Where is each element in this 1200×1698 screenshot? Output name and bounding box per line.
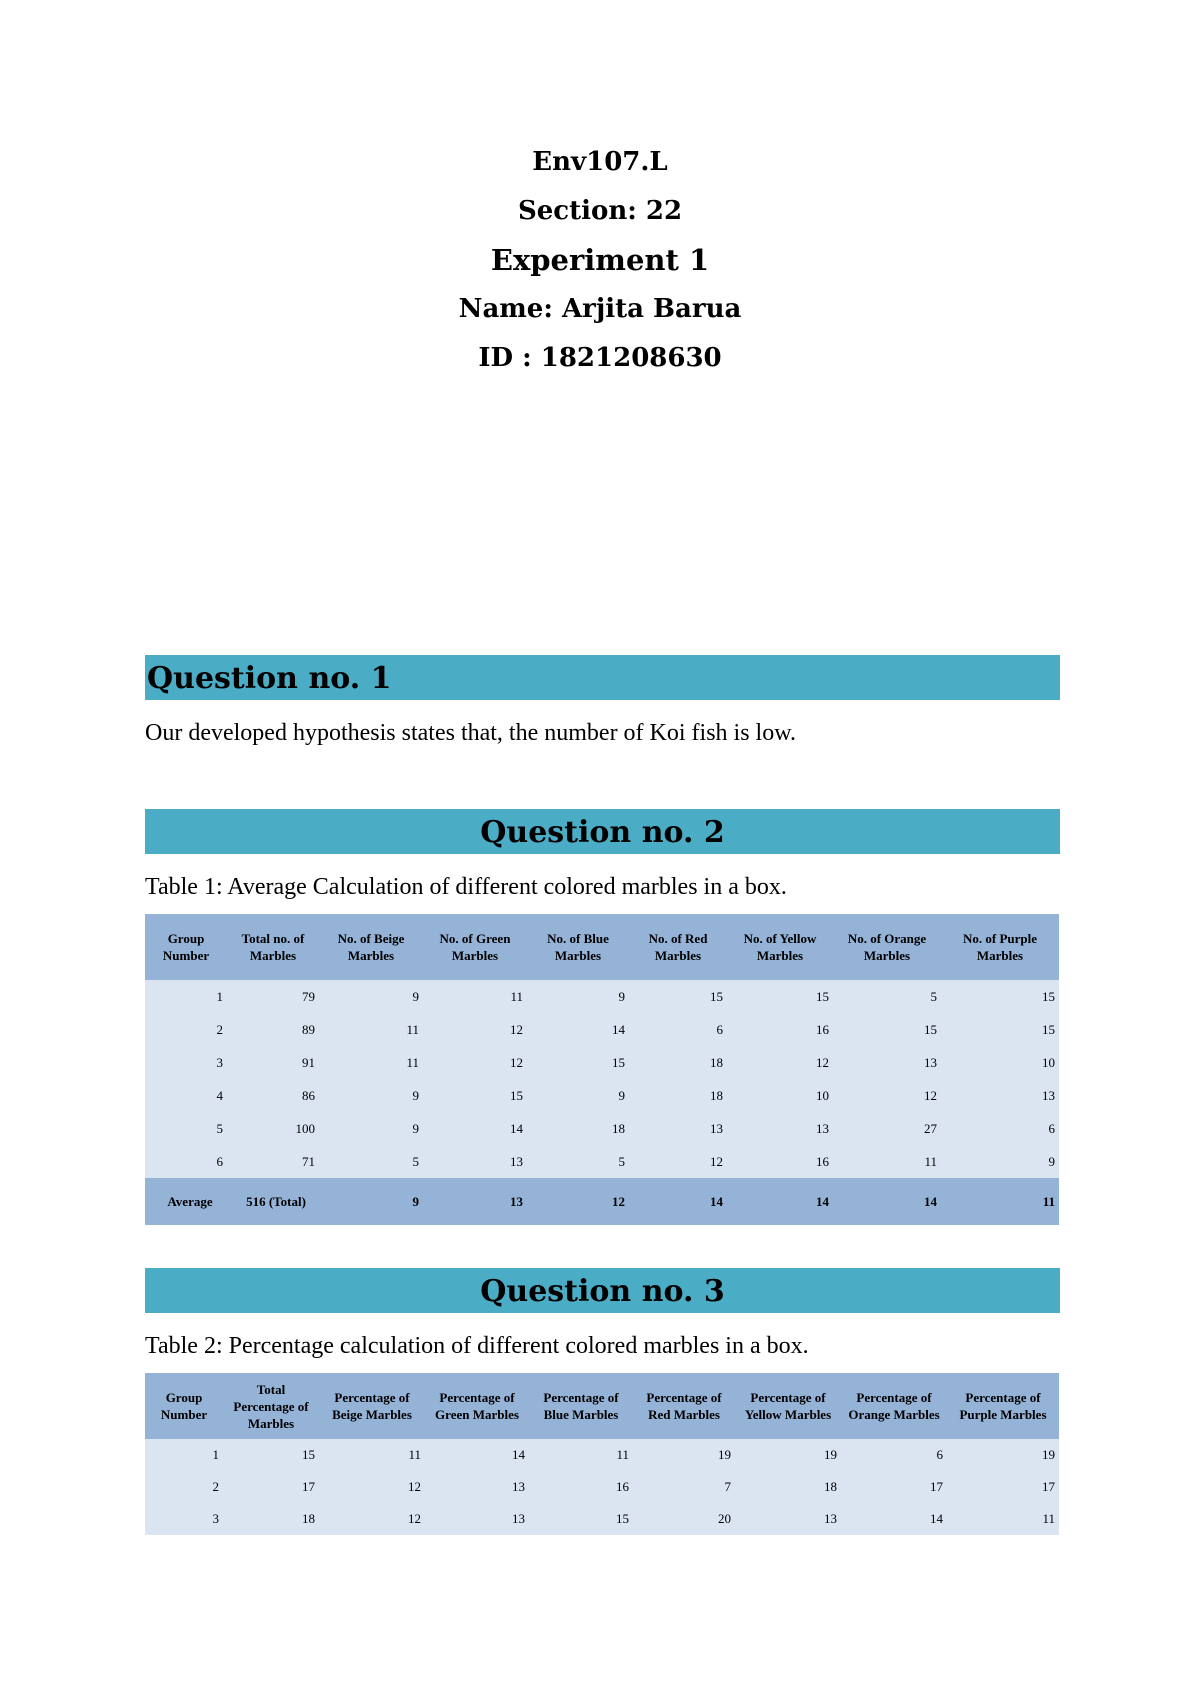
table-cell: 15 [423, 1079, 527, 1112]
experiment-label: Experiment 1 [490, 243, 710, 277]
table-cell: 12 [833, 1079, 941, 1112]
table-cell: 15 [223, 1439, 319, 1471]
table-2-header: Percentage of Green Marbles [425, 1373, 529, 1439]
table-cell: 12 [727, 1046, 833, 1079]
table-cell: 100 [227, 1112, 319, 1145]
table-cell: 1 [145, 980, 227, 1013]
table-cell: Average [145, 1178, 227, 1225]
table-cell: 12 [527, 1178, 629, 1225]
table-cell: 15 [727, 980, 833, 1013]
table-cell: 15 [529, 1503, 633, 1535]
table-1-header: Group Number [145, 914, 227, 980]
table-cell: 17 [841, 1471, 947, 1503]
table-cell: 6 [145, 1145, 227, 1178]
table-2-caption: Table 2: Percentage calculation of different colored marbles in a box. [145, 1333, 809, 1359]
table-cell: 11 [947, 1503, 1059, 1535]
table-1-header: No. of Blue Marbles [527, 914, 629, 980]
table-1-header: No. of Purple Marbles [941, 914, 1059, 980]
table-cell: 13 [425, 1471, 529, 1503]
table-cell: 2 [145, 1013, 227, 1046]
table-1-header: No. of Green Marbles [423, 914, 527, 980]
table-cell: 14 [727, 1178, 833, 1225]
table-cell: 71 [227, 1145, 319, 1178]
table-cell: 15 [527, 1046, 629, 1079]
table-cell: 17 [947, 1471, 1059, 1503]
table-cell: 5 [145, 1112, 227, 1145]
table-cell: 17 [223, 1471, 319, 1503]
table-cell: 13 [735, 1503, 841, 1535]
table-cell: 7 [633, 1471, 735, 1503]
table-cell: 11 [941, 1178, 1059, 1225]
table-cell: 15 [941, 1013, 1059, 1046]
table-cell: 14 [629, 1178, 727, 1225]
table-cell: 12 [423, 1046, 527, 1079]
table-cell: 14 [425, 1439, 529, 1471]
table-row [145, 1145, 1059, 1178]
table-cell: 16 [727, 1145, 833, 1178]
table-cell: 1 [145, 1439, 223, 1471]
table-cell: 89 [227, 1013, 319, 1046]
table-cell: 9 [319, 1112, 423, 1145]
table-cell: 5 [319, 1145, 423, 1178]
table-cell: 11 [319, 1046, 423, 1079]
table-cell: 9 [527, 1079, 629, 1112]
table-cell: 19 [735, 1439, 841, 1471]
table-cell: 13 [629, 1112, 727, 1145]
table-cell: 9 [941, 1145, 1059, 1178]
table-1-caption: Table 1: Average Calculation of different colored marbles in a box. [145, 874, 787, 900]
table-cell: 86 [227, 1079, 319, 1112]
table-cell: 2 [145, 1471, 223, 1503]
table-cell: 9 [319, 1079, 423, 1112]
table-1-header: No. of Beige Marbles [319, 914, 423, 980]
table-row [145, 1439, 1059, 1471]
table-cell: 12 [319, 1503, 425, 1535]
table-average-row [145, 1178, 1059, 1225]
table-1-header: Total no. of Marbles [227, 914, 319, 980]
table-cell: 10 [727, 1079, 833, 1112]
table-1-header: No. of Yellow Marbles [727, 914, 833, 980]
table-cell: 11 [529, 1439, 633, 1471]
table-cell: 516 (Total) [227, 1178, 319, 1225]
table-cell: 27 [833, 1112, 941, 1145]
table-cell: 11 [833, 1145, 941, 1178]
table-cell: 3 [145, 1046, 227, 1079]
table-cell: 14 [527, 1013, 629, 1046]
table-cell: 19 [633, 1439, 735, 1471]
table-cell: 18 [527, 1112, 629, 1145]
table-cell: 18 [629, 1046, 727, 1079]
table-cell: 14 [423, 1112, 527, 1145]
table-cell: 13 [423, 1178, 527, 1225]
table-cell: 79 [227, 980, 319, 1013]
table-row [145, 1112, 1059, 1145]
section-label: Section: 22 [517, 196, 683, 226]
table-cell: 11 [319, 1439, 425, 1471]
table-cell: 14 [841, 1503, 947, 1535]
student-id: ID : 1821208630 [478, 343, 722, 373]
title-block [0, 138, 1200, 383]
table-cell: 18 [735, 1471, 841, 1503]
table-cell: 4 [145, 1079, 227, 1112]
table-cell: 91 [227, 1046, 319, 1079]
table-2-header: Percentage of Beige Marbles [319, 1373, 425, 1439]
table-cell: 14 [833, 1178, 941, 1225]
question-2-heading: Question no. 2 [145, 809, 1060, 854]
table-cell: 9 [319, 980, 423, 1013]
table-cell: 11 [319, 1013, 423, 1046]
table-row [145, 1046, 1059, 1079]
table-2-header-row [145, 1373, 1059, 1439]
table-1-header: No. of Orange Marbles [833, 914, 941, 980]
table-cell: 18 [629, 1079, 727, 1112]
table-cell: 9 [527, 980, 629, 1013]
table-row [145, 1503, 1059, 1535]
table-cell: 12 [423, 1013, 527, 1046]
table-2-header: Percentage of Purple Marbles [947, 1373, 1059, 1439]
table-cell: 3 [145, 1503, 223, 1535]
table-row [145, 1013, 1059, 1046]
table-cell: 13 [941, 1079, 1059, 1112]
student-name: Name: Arjita Barua [458, 294, 742, 324]
table-cell: 6 [841, 1439, 947, 1471]
table-row [145, 980, 1059, 1013]
table-1 [145, 914, 1059, 1225]
table-1-header-row [145, 914, 1059, 980]
table-2-header: Percentage of Orange Marbles [841, 1373, 947, 1439]
table-1-header: No. of Red Marbles [629, 914, 727, 980]
table-cell: 18 [223, 1503, 319, 1535]
table-cell: 16 [727, 1013, 833, 1046]
course-code: Env107.L [532, 147, 668, 177]
table-cell: 5 [527, 1145, 629, 1178]
table-cell: 13 [425, 1503, 529, 1535]
table-cell: 11 [423, 980, 527, 1013]
question-1-heading: Question no. 1 [145, 655, 1060, 700]
table-cell: 13 [833, 1046, 941, 1079]
table-cell: 6 [941, 1112, 1059, 1145]
table-2-header: Total Percentage of Marbles [223, 1373, 319, 1439]
question-1-answer: Our developed hypothesis states that, the number of Koi fish is low. [145, 720, 796, 746]
table-2 [145, 1373, 1059, 1535]
table-2-header: Percentage of Blue Marbles [529, 1373, 633, 1439]
table-cell: 9 [319, 1178, 423, 1225]
table-cell: 19 [947, 1439, 1059, 1471]
table-cell: 13 [727, 1112, 833, 1145]
table-2-header: Percentage of Red Marbles [633, 1373, 735, 1439]
table-cell: 5 [833, 980, 941, 1013]
table-2-header: Percentage of Yellow Marbles [735, 1373, 841, 1439]
question-3-heading: Question no. 3 [145, 1268, 1060, 1313]
table-row [145, 1471, 1059, 1503]
table-cell: 10 [941, 1046, 1059, 1079]
table-cell: 12 [319, 1471, 425, 1503]
table-cell: 15 [629, 980, 727, 1013]
table-cell: 13 [423, 1145, 527, 1178]
table-cell: 12 [629, 1145, 727, 1178]
table-cell: 6 [629, 1013, 727, 1046]
table-cell: 16 [529, 1471, 633, 1503]
table-cell: 20 [633, 1503, 735, 1535]
table-cell: 15 [833, 1013, 941, 1046]
table-cell: 15 [941, 980, 1059, 1013]
table-2-header: Group Number [145, 1373, 223, 1439]
table-row [145, 1079, 1059, 1112]
